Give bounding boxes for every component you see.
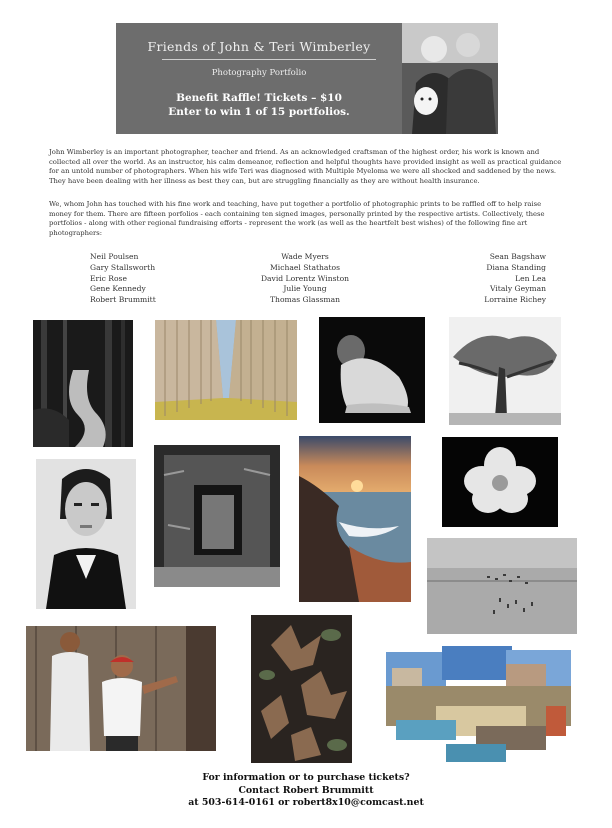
header-banner bbox=[116, 23, 498, 134]
father-son-photo bbox=[26, 626, 216, 751]
fallen-leaves-photo bbox=[251, 615, 352, 763]
footer-contact-details: at 503-614-0161 or robert8x10@comcast.net bbox=[188, 797, 424, 808]
photographer-name: Len Lea bbox=[515, 273, 546, 283]
photographer-name: Lorraine Richey bbox=[484, 295, 546, 305]
raffle-announcement bbox=[116, 91, 402, 119]
banner-subtitle: Photography Portfolio bbox=[211, 68, 307, 78]
photographer-name: Eric Rose bbox=[90, 273, 127, 283]
photographer-name: Gene Kennedy bbox=[90, 284, 146, 294]
photographer-name: Wade Myers bbox=[281, 252, 329, 261]
footer-contact-name: Contact Robert Brummitt bbox=[238, 784, 374, 796]
banner-title: Friends of John & Teri Wimberley bbox=[147, 39, 371, 54]
forest-stream-photo bbox=[33, 320, 133, 447]
photographer-name: Michael Stathatos bbox=[270, 262, 340, 272]
photographer-name: Gary Stallsworth bbox=[90, 262, 156, 272]
photographer-name: Robert Brummitt bbox=[90, 295, 156, 305]
photographer-name: Thomas Glassman bbox=[269, 295, 340, 305]
raffle-tagline: Enter to win 1 of 15 portfolios. bbox=[168, 106, 350, 118]
raffle-price: Benefit Raffle! Tickets – $10 bbox=[176, 92, 342, 104]
seated-figure-photo bbox=[319, 317, 425, 423]
photographers-column-2 bbox=[240, 252, 370, 306]
photographer-name: Sean Bagshaw bbox=[489, 252, 546, 261]
white-flower-photo bbox=[442, 437, 558, 527]
intro-paragraph-2: We, whom John has touched with his fine work and teaching, have put together a portfolio of photographic prints to be raffled off to help raise money for them. There are fifteen porfolios - each containing ten signed images, personally printed by the respective artists. Collectively, these portfolios - along with other regional fundraising efforts - represent the work (as well as the heartfelt best wishes) of the following fine art photographers: bbox=[49, 200, 545, 237]
birds-water-photo bbox=[427, 538, 577, 634]
photographers-column-1 bbox=[90, 252, 156, 306]
portrait-woman-photo bbox=[36, 459, 136, 609]
ruined-wall-photo bbox=[154, 445, 280, 587]
photographer-name: Vitaly Geyman bbox=[490, 284, 546, 294]
plaza-collage-photo bbox=[386, 646, 571, 765]
poplar-rows-photo bbox=[155, 320, 297, 420]
contact-footer bbox=[106, 772, 506, 810]
banner-text bbox=[116, 23, 402, 134]
photographer-name: David Lorentz Winston bbox=[260, 273, 350, 283]
photographer-name: Neil Poulsen bbox=[90, 252, 139, 261]
photographer-name: Diana Standing bbox=[486, 262, 546, 272]
photographers-column-3 bbox=[440, 252, 546, 306]
intro-paragraph-1: John Wimberley is an important photographer, teacher and friend. As an acknowledged craftsman of the highest order, his work is known and collected all over the world. As an instructor, his calm demeanor, reflection and helpful thoughts have provided insight as well as practical guidance for an untold number of photographers. When his wife Teri was diagnosed with Multiple Myeloma we were all shocked and saddened by the news. They have been dealing with her illness as best they can, but are struggling financially as they are without health insurance. bbox=[49, 148, 562, 185]
footer-question: For information or to purchase tickets? bbox=[202, 772, 410, 783]
oak-tree-photo bbox=[449, 317, 561, 425]
photographer-name: Julie Young bbox=[283, 284, 327, 294]
banner-divider bbox=[162, 59, 376, 60]
couple-portrait-photo bbox=[402, 23, 498, 134]
sunset-rocks-photo bbox=[299, 436, 411, 602]
